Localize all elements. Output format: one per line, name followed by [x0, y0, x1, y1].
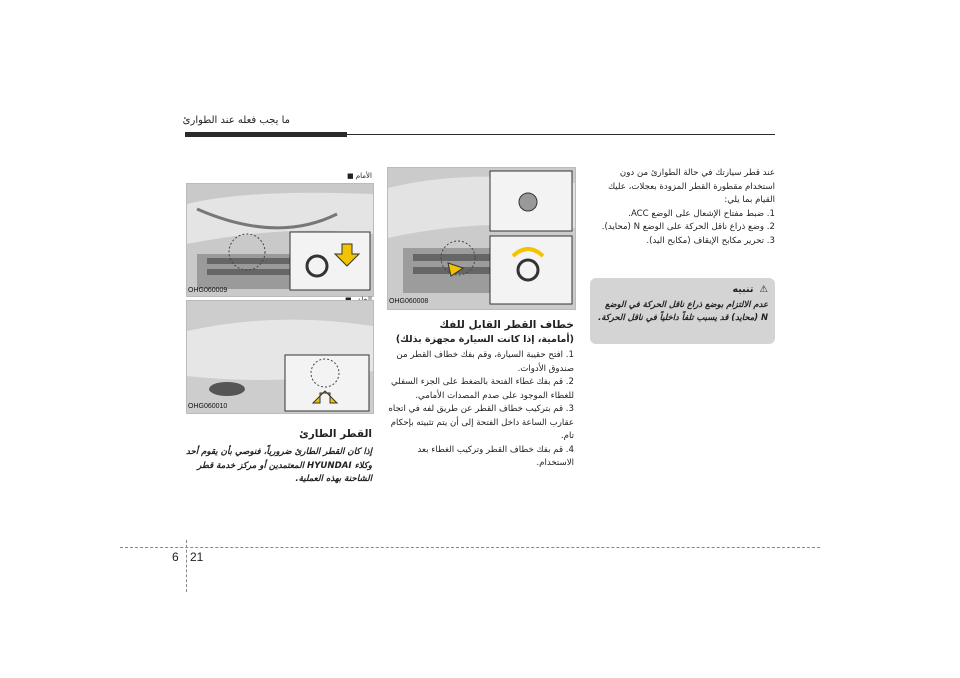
footer-rule	[120, 547, 820, 548]
towing-step-1: 1. ضبط مفتاح الإشعال على الوضع ACC.	[628, 208, 775, 219]
page-header-title: ما يجب فعله عند الطوارئ	[182, 115, 290, 126]
hook-step-2: 2. قم بفك غطاء الفتحة بالضغط على الجزء السفلي للغطاء الموجود على صدم المصدات الأمامي.	[390, 377, 574, 401]
removable-hook-steps	[387, 349, 574, 471]
caution-text: عدم الالتزام بوضع ذراع ناقل الحركة في الوضع N (محايد) قد يسبب تلفاً داخلياً في ناقل الحركة.	[598, 299, 768, 322]
footer-divider	[186, 540, 187, 592]
section-number: 6	[172, 550, 179, 564]
header-rule-thick	[185, 132, 347, 137]
removable-hook-photo-code: OHG060008	[389, 298, 429, 305]
towing-step-3: 3. تحرير مكابح الإيقاف (مكابح اليد).	[646, 235, 775, 246]
warning-triangle-icon: ⚠	[759, 284, 768, 295]
emergency-towing-text: إذا كان القطر الطارئ ضرورياً، فنوصي بأن يقوم أحد وكلاء HYUNDAI المعتمدين أو مركز خدمة قطر الشاحنة بهذه العملية.	[185, 447, 372, 484]
hook-step-4: 4. قم بفك خطاف القطر وتركيب الغطاء بعد الاستخدام.	[417, 444, 574, 468]
front-photo-caption: الأمام ■	[347, 172, 372, 180]
header-rule-thin	[347, 134, 775, 135]
front-tow-hook-photo	[186, 183, 374, 297]
rear-tow-hook-photo	[186, 300, 374, 414]
emergency-towing-heading: القطر الطارئ	[299, 428, 372, 440]
towing-intro	[590, 167, 775, 248]
hook-step-3: 3. قم بتركيب خطاف القطر عن طريق لفه في اتجاه عقارب الساعة داخل الفتحة إلى أن يتم تثبيته بإحكام تام.	[388, 404, 574, 441]
removable-hook-heading: خطاف القطر القابل للفك	[439, 319, 574, 331]
towing-intro-text: عند قطر سيارتك في حالة الطوارئ من دون استخدام مقطورة القطر المزودة بعجلات، عليك القيام بما يلي:	[608, 168, 775, 205]
caution-box	[590, 278, 775, 344]
removable-hook-photo	[387, 167, 576, 310]
towing-step-2: 2. وضع ذراع ناقل الحركة على الوضع N (محايد).	[601, 222, 775, 232]
front-photo-code: OHG060009	[188, 287, 228, 294]
removable-hook-subheading: (أمامية، إذا كانت السيارة مجهزة بذلك)	[395, 334, 574, 345]
page-number: 21	[190, 550, 204, 564]
rear-photo-code: OHG060010	[188, 403, 228, 410]
hook-step-1: 1. افتح حقيبة السيارة، وقم بفك خطاف القطر من صندوق الأدوات.	[396, 350, 574, 374]
caution-title: ⚠تنبيه	[732, 284, 768, 295]
